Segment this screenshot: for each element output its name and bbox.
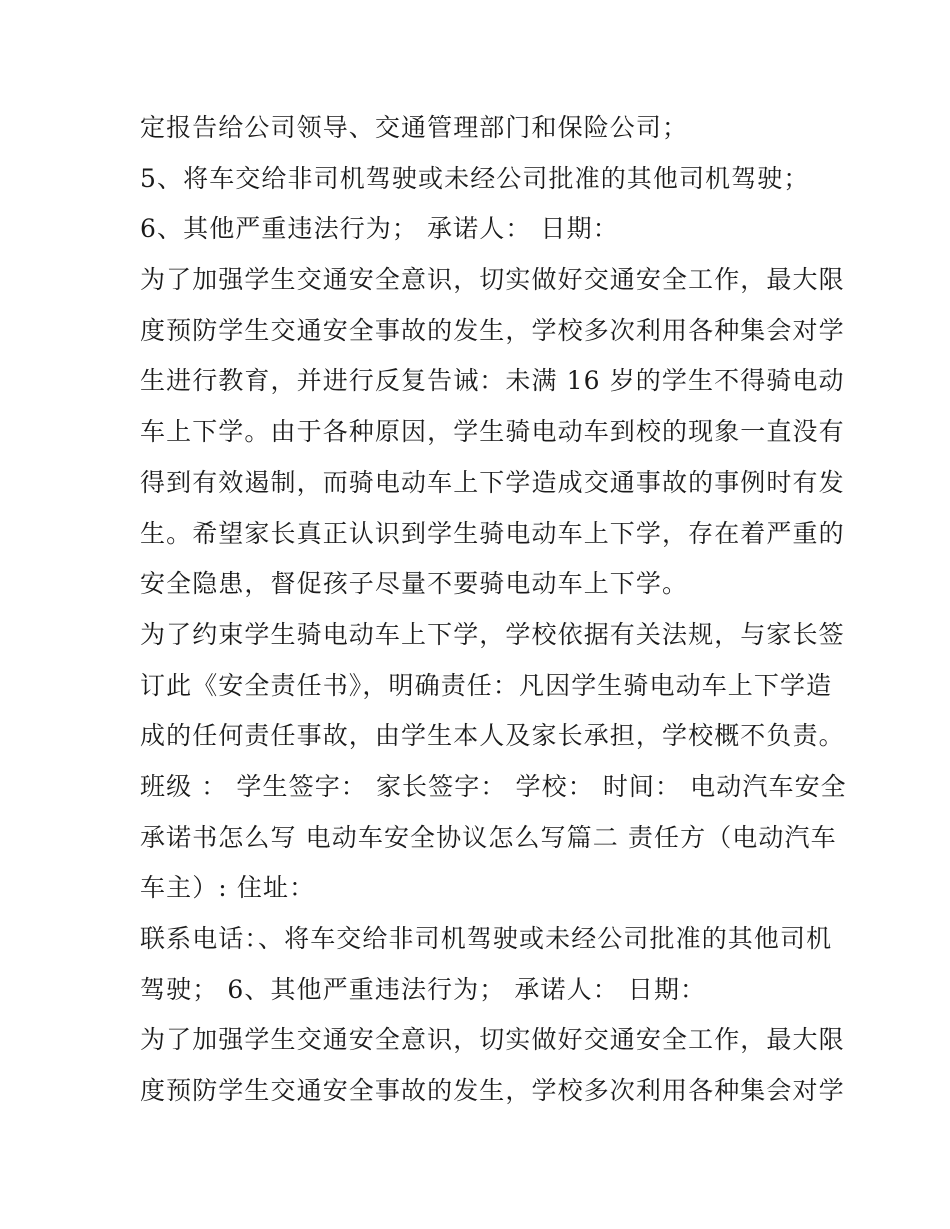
text-line: 为了加强学生交通安全意识，切实做好交通安全工作，最大限 — [140, 1025, 845, 1055]
text-line: 6、其他严重违法行为； 承诺人： 日期： — [140, 214, 619, 244]
text-line: 得到有效遏制，而骑电动车上下学造成交通事故的事例时有发 — [140, 467, 845, 497]
text-line: 班级 ： 学生签字： 家长签字： 学校： 时间： 电动汽车安全 — [140, 771, 847, 801]
text-line: 车主）: 住址： — [140, 873, 316, 903]
text-line: 订此《安全责任书》，明确责任：凡因学生骑电动车上下学造 — [140, 670, 833, 700]
text-line: 驾驶； 6、其他严重违法行为； 承诺人： 日期： — [140, 974, 707, 1004]
text-line: 联系电话：、将车交给非司机驾驶或未经公司批准的其他司机 — [140, 924, 833, 953]
text-line: 为了加强学生交通安全意识，切实做好交通安全工作，最大限 — [140, 265, 845, 295]
text-line: 车上下学。由于各种原因，学生骑电动车到校的现象一直没有 — [140, 417, 845, 447]
text-line: 生进行教育，并进行反复告诫：未满 16 岁的学生不得骑电动 — [140, 366, 845, 396]
document-body — [140, 107, 847, 1121]
text-line: 承诺书怎么写 电动车安全协议怎么写篇二 责任方（电动汽车 — [140, 822, 837, 852]
text-line: 5、将车交给非司机驾驶或未经公司批准的其他司机驾驶； — [140, 163, 810, 193]
text-line: 生。希望家长真正认识到学生骑电动车上下学，存在着严重的 — [140, 518, 845, 548]
text-line: 成的任何责任事故，由学生本人及家长承担，学校概不负责。 — [140, 721, 845, 751]
text-line: 度预防学生交通安全事故的发生，学校多次利用各种集会对学 — [140, 1076, 845, 1106]
text-line: 为了约束学生骑电动车上下学，学校依据有关法规，与家长签 — [140, 619, 845, 649]
text-line: 定报告给公司领导、交通管理部门和保险公司； — [140, 113, 689, 142]
text-line: 度预防学生交通安全事故的发生，学校多次利用各种集会对学 — [140, 315, 845, 345]
text-line: 安全隐患，督促孩子尽量不要骑电动车上下学。 — [140, 569, 689, 599]
